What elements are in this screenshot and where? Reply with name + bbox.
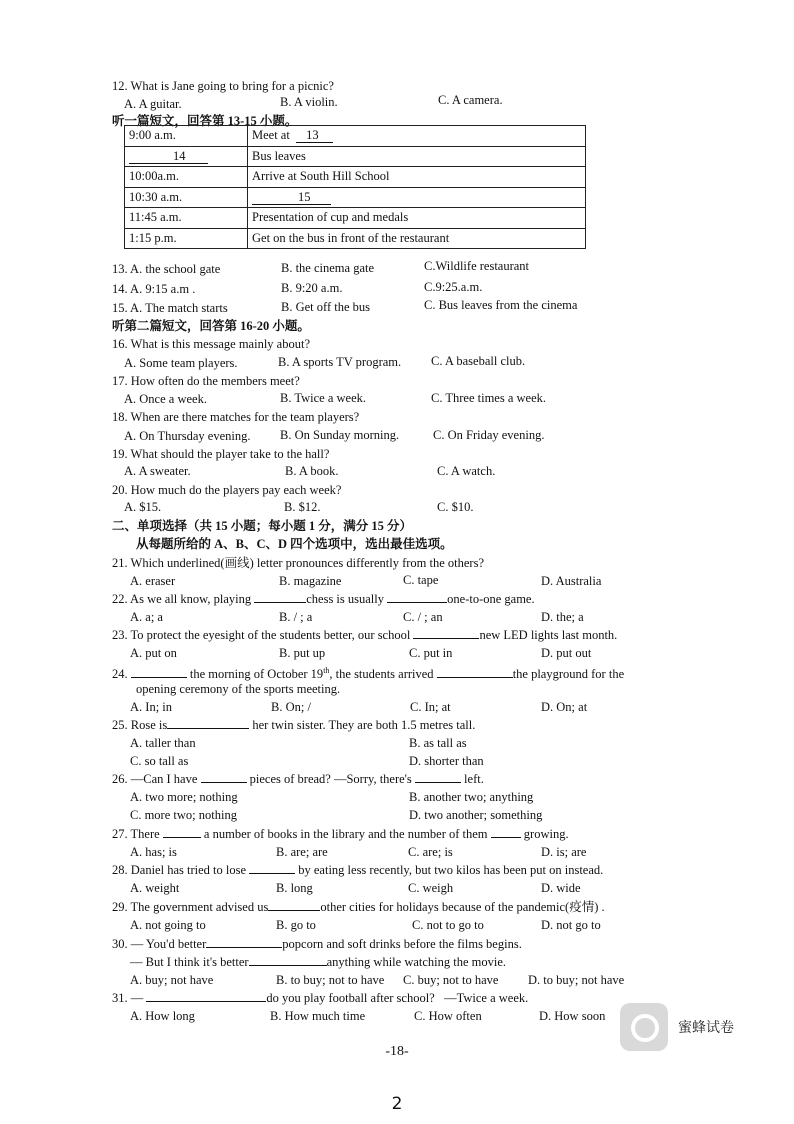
answer-blank xyxy=(387,591,447,603)
q21-option-b: B. magazine xyxy=(279,574,342,588)
q18-option-b: B. On Sunday morning. xyxy=(280,428,400,442)
q29-option-d: D. not go to xyxy=(541,918,601,932)
q23-option-c: C. put in xyxy=(409,646,453,660)
q13-option-b: B. the cinema gate xyxy=(281,261,375,275)
table-cell-event xyxy=(248,187,586,208)
q25-option-d: D. shorter than xyxy=(409,754,484,768)
table-row xyxy=(125,126,586,147)
q16-option-a: A. Some team players. xyxy=(124,356,238,370)
q28-option-d: D. wide xyxy=(541,881,581,895)
q29-option-b: B. go to xyxy=(276,918,316,932)
table-row xyxy=(125,187,586,208)
q24-text-3: the playground for the xyxy=(512,667,625,682)
q31-text-3: —Twice a week. xyxy=(444,991,529,1005)
page-number: -18- xyxy=(385,1044,409,1059)
q24-text-0: 24. xyxy=(112,667,128,682)
q30-option-a: A. buy; not have xyxy=(130,973,214,987)
q27-text-1: 27. There xyxy=(112,827,160,841)
answer-blank xyxy=(167,717,249,729)
q18-stem: 18. When are there matches for the team players? xyxy=(112,410,360,424)
q26-option-c: C. more two; nothing xyxy=(130,808,237,822)
q22-text-1: 22. As we all know, playing xyxy=(112,592,252,606)
table-row xyxy=(125,146,586,167)
section2-note: 听第二篇短文，回答第 16-20 小题。 xyxy=(112,319,310,333)
q26-option-b: B. another two; anything xyxy=(409,790,534,804)
q27-stem xyxy=(112,826,569,842)
q25-stem xyxy=(112,717,475,733)
q21-option-d: D. Australia xyxy=(541,574,602,588)
q28-text-1: 28. Daniel has tried to lose xyxy=(112,863,246,877)
q18-option-a: A. On Thursday evening. xyxy=(124,429,251,443)
blank-13: 13 xyxy=(296,128,333,143)
q26-option-d: D. two another; something xyxy=(409,808,543,822)
q31-stem xyxy=(112,990,528,1006)
event-text: Meet at xyxy=(252,128,290,143)
q15-option-c: C. Bus leaves from the cinema xyxy=(424,298,578,312)
q25-option-a: A. taller than xyxy=(130,736,196,750)
table-cell-event: Bus leaves xyxy=(248,146,586,167)
sheet-number: 2 xyxy=(391,1094,403,1114)
q17-option-b: B. Twice a week. xyxy=(280,391,367,405)
watermark-text: 蜜蜂试卷 xyxy=(678,1020,734,1036)
q14-option-b: B. 9:20 a.m. xyxy=(281,281,343,295)
q30-stem xyxy=(112,936,522,952)
q23-option-d: D. put out xyxy=(541,646,592,660)
q20-stem: 20. How much do the players pay each week? xyxy=(112,483,342,497)
answer-blank xyxy=(163,826,201,838)
q24-superscript: th xyxy=(323,666,330,675)
schedule-table xyxy=(124,125,586,249)
q28-option-b: B. long xyxy=(276,881,313,895)
q31-option-c: C. How often xyxy=(414,1009,482,1023)
answer-blank xyxy=(254,591,306,603)
q26-option-a: A. two more; nothing xyxy=(130,790,238,804)
answer-blank xyxy=(249,862,295,874)
q15-option-a: 15. A. The match starts xyxy=(112,301,228,315)
q30-text-3: — But I think it's better xyxy=(130,955,249,969)
q30-option-d: D. to buy; not have xyxy=(528,973,625,987)
q30-text-1: 30. — You'd better xyxy=(112,937,207,951)
q22-option-c: C. / ; an xyxy=(403,610,443,624)
answer-blank xyxy=(268,899,320,911)
answer-blank xyxy=(206,936,282,948)
q31-text-1: 31. — xyxy=(112,991,144,1005)
part2-title: 二、单项选择（共 15 小题；每小题 1 分，满分 15 分） xyxy=(112,519,413,533)
q30-option-c: C. buy; not to have xyxy=(403,973,499,987)
q12-option-b: B. A violin. xyxy=(280,95,338,109)
table-cell-time xyxy=(125,146,248,167)
table-cell-event xyxy=(248,126,586,147)
table-cell-event: Presentation of cup and medals xyxy=(248,208,586,229)
q20-option-a: A. $15. xyxy=(124,500,162,514)
q24-text-2: , the students arrived xyxy=(329,667,434,682)
q17-stem: 17. How often do the members meet? xyxy=(112,374,300,388)
answer-blank xyxy=(249,954,327,966)
q21-option-a: A. eraser xyxy=(130,574,176,588)
answer-blank xyxy=(415,771,461,783)
q29-option-a: A. not going to xyxy=(130,918,206,932)
q30-option-b: B. to buy; not to have xyxy=(276,973,385,987)
answer-blank xyxy=(437,666,513,678)
q27-text-3: growing. xyxy=(523,827,569,841)
q20-option-b: B. $12. xyxy=(284,500,321,514)
q30-text-2: popcorn and soft drinks before the films begins. xyxy=(282,937,522,951)
q21-option-c: C. tape xyxy=(403,573,439,587)
q13-option-a: 13. A. the school gate xyxy=(112,262,221,276)
q24-option-b: B. On; / xyxy=(271,700,311,714)
q23-option-a: A. put on xyxy=(130,646,177,660)
q25-text-1: 25. Rose is xyxy=(112,718,168,732)
q30-stem-2 xyxy=(130,954,506,970)
q25-option-b: B. as tall as xyxy=(409,736,467,750)
q22-option-a: A. a; a xyxy=(130,610,163,624)
q31-option-a: A. How long xyxy=(130,1009,195,1023)
q24-option-d: D. On; at xyxy=(541,700,588,714)
q25-option-c: C. so tall as xyxy=(130,754,189,768)
q20-option-c: C. $10. xyxy=(437,500,474,514)
blank-15: 15 xyxy=(252,190,331,205)
q16-option-c: C. A baseball club. xyxy=(431,354,526,368)
q22-stem xyxy=(112,591,535,607)
q17-option-a: A. Once a week. xyxy=(124,392,207,406)
q26-text-3: left. xyxy=(464,772,484,786)
q29-stem xyxy=(112,899,605,915)
q22-text-2: chess is usually xyxy=(306,592,385,606)
q28-option-a: A. weight xyxy=(130,881,180,895)
q19-option-a: A. A sweater. xyxy=(124,464,191,478)
q31-option-b: B. How much time xyxy=(270,1009,366,1023)
table-cell-event: Arrive at South Hill School xyxy=(248,167,586,188)
answer-blank xyxy=(491,826,521,838)
q27-option-a: A. has; is xyxy=(130,845,177,859)
q22-option-d: D. the; a xyxy=(541,610,584,624)
q14-option-c: C.9:25.a.m. xyxy=(424,280,483,294)
q15-option-b: B. Get off the bus xyxy=(281,300,370,314)
q22-text-3: one-to-one game. xyxy=(447,592,535,606)
q28-stem xyxy=(112,862,603,878)
q26-text-1: 26. —Can I have xyxy=(112,772,198,786)
q17-option-c: C. Three times a week. xyxy=(431,391,547,405)
q29-text-1: 29. The government advised us xyxy=(112,900,269,914)
q12-option-c: C. A camera. xyxy=(438,93,503,107)
table-cell-time: 11:45 a.m. xyxy=(125,208,248,229)
q28-text-2: by eating less recently, but two kilos has been put on instead. xyxy=(298,863,604,877)
q29-text-2: other cities for holidays because of the pandemic(疫情) . xyxy=(320,900,605,914)
q18-option-c: C. On Friday evening. xyxy=(433,428,545,442)
blank-14: 14 xyxy=(129,149,208,164)
q23-text-1: 23. To protect the eyesight of the students better, our school xyxy=(112,628,411,642)
table-row xyxy=(125,228,586,249)
q27-option-d: D. is; are xyxy=(541,845,587,859)
q29-option-c: C. not to go to xyxy=(412,918,484,932)
answer-blank xyxy=(413,627,479,639)
q24-text-1: the morning of October 19 xyxy=(189,667,324,682)
table-cell-event: Get on the bus in front of the restaurant xyxy=(248,228,586,249)
q24-option-c: C. In; at xyxy=(410,700,451,714)
table-cell-time: 1:15 p.m. xyxy=(125,228,248,249)
q26-text-2: pieces of bread? —Sorry, there's xyxy=(249,772,412,786)
table-cell-time: 10:30 a.m. xyxy=(125,187,248,208)
section1-note: 听一篇短文，回答第 13-15 小题。 xyxy=(112,114,298,128)
q16-option-b: B. A sports TV program. xyxy=(278,355,402,369)
q19-option-c: C. A watch. xyxy=(437,464,496,478)
q28-option-c: C. weigh xyxy=(408,881,454,895)
part2-instructions: 从每题所给的 A、B、C、D 四个选项中，选出最佳选项。 xyxy=(136,537,453,551)
q16-stem: 16. What is this message mainly about? xyxy=(112,337,310,351)
q31-option-d: D. How soon xyxy=(539,1009,606,1023)
answer-blank xyxy=(131,666,187,678)
answer-blank xyxy=(201,771,247,783)
q13-option-c: C.Wildlife restaurant xyxy=(424,259,530,273)
q23-text-2: new LED lights last month. xyxy=(479,628,618,642)
table-row xyxy=(125,167,586,188)
q22-option-b: B. / ; a xyxy=(279,610,313,624)
table-cell-time: 9:00 a.m. xyxy=(125,126,248,147)
q24-stem-continued: opening ceremony of the sports meeting. xyxy=(136,682,341,696)
q23-stem xyxy=(112,627,617,643)
q27-option-b: B. are; are xyxy=(276,845,328,859)
q21-stem: 21. Which underlined(画线) letter pronounces differently from the others? xyxy=(112,556,484,570)
table-cell-time: 10:00a.m. xyxy=(125,167,248,188)
q27-option-c: C. are; is xyxy=(408,845,453,859)
q24-option-a: A. In; in xyxy=(130,700,173,714)
q31-text-2: do you play football after school? xyxy=(266,991,435,1005)
q25-text-2: her twin sister. They are both 1.5 metres tall. xyxy=(252,718,476,732)
q27-text-2: a number of books in the library and the number of them xyxy=(203,827,488,841)
q14-option-a: 14. A. 9:15 a.m . xyxy=(112,282,196,296)
q24-stem xyxy=(112,663,624,682)
table-row xyxy=(125,208,586,229)
q23-option-b: B. put up xyxy=(279,646,326,660)
q12-stem: 12. What is Jane going to bring for a picnic? xyxy=(112,79,334,93)
q19-option-b: B. A book. xyxy=(285,464,339,478)
q26-stem xyxy=(112,771,484,787)
q30-text-4: anything while watching the movie. xyxy=(326,955,507,969)
q12-option-a: A. A guitar. xyxy=(124,97,182,111)
q19-stem: 19. What should the player take to the hall? xyxy=(112,447,330,461)
answer-blank xyxy=(146,990,266,1002)
